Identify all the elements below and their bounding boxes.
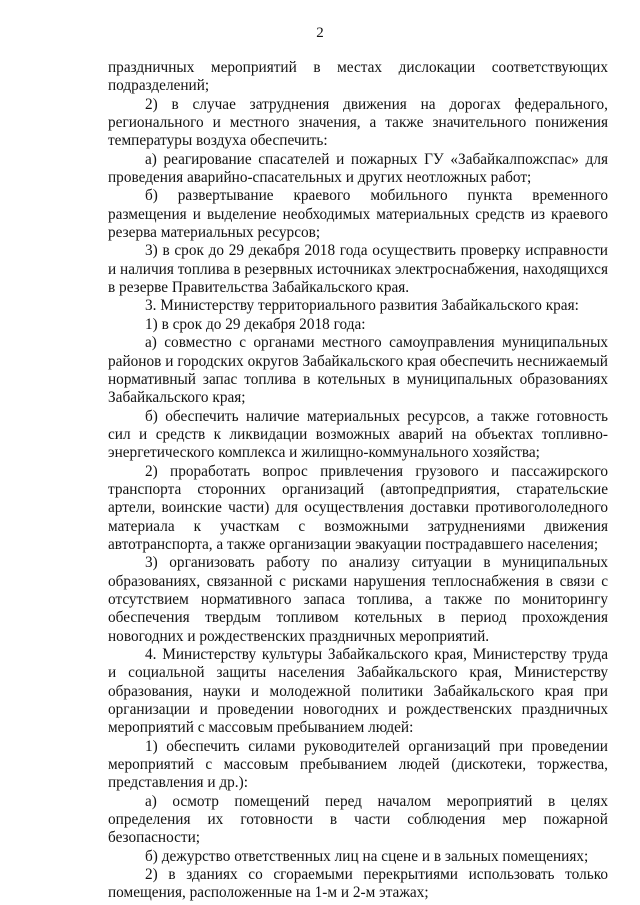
paragraph: 4. Министерству культуры Забайкальского края, Министерству труда и социальной защиты населения Забайкальского края, Министерству образования, науки и молодежной политики Забайкальского края при организации и проведении новогодних и рождественских праздничных мероприятий с массовым пребыванием людей: (108, 646, 608, 737)
paragraph: 2) проработать вопрос привлечения грузового и пассажирского транспорта сторонних организаций (автопредприятия, старательские артели, воинские части) для осуществления доставки противогололедного материала к участкам с возможными затруднениями движения автотранспорта, а также организации эвакуации пострадавшего населения; (108, 462, 608, 553)
paragraph: 2) в зданиях со сгораемыми перекрытиями использовать только помещения, расположенные на 1-м и 2-м этажах; (108, 866, 608, 902)
paragraph: б) развертывание краевого мобильного пункта временного размещения и выделение необходимых материальных средств из краевого резерва материальных ресурсов; (108, 187, 608, 242)
paragraph: 3. Министерству территориального развития Забайкальского края: (145, 297, 579, 315)
paragraph: 1) в срок до 29 декабря 2018 года: (145, 315, 366, 333)
paragraph: б) дежурство ответственных лиц на сцене и в зальных помещениях; (145, 847, 589, 865)
paragraph: 1) обеспечить силами руководителей организаций при проведении мероприятий с массовым пребыванием людей (дискотеки, торжества, представления и др.): (108, 737, 608, 792)
paragraph: а) реагирование спасателей и пожарных ГУ «Забайкалпожспас» для проведения аварийно-спасательных и других неотложных работ; (108, 150, 608, 187)
paragraph: а) совместно с органами местного самоуправления муниципальных районов и городских округов Забайкальского края обеспечить неснижаемый нормативный запас топлива в котельных в муниципальных образованиях Забайкальского края; (108, 334, 608, 407)
document-body (108, 59, 608, 903)
paragraph: 3) в срок до 29 декабря 2018 года осуществить проверку исправности и наличия топлива в резервных источниках электроснабжения, находящихся в резерве Правительства Забайкальского края. (108, 242, 608, 297)
paragraph: 2) в случае затруднения движения на дорогах федерального, регионального и местного значения, а также значительного понижения температуры воздуха обеспечить: (108, 95, 608, 150)
paragraph: б) обеспечить наличие материальных ресурсов, а также готовность сил и средств к ликвидации возможных аварий на объектах топливно-энергетического комплекса и жилищно-коммунального хозяйства; (108, 407, 608, 462)
paragraph: а) осмотр помещений перед началом мероприятий в целях определения их готовности в части соблюдения мер пожарной безопасности; (108, 792, 608, 847)
paragraph: 3) организовать работу по анализу ситуации в муниципальных образованиях, связанной с рисками нарушения теплоснабжения в связи с отсутствием нормативного запаса топлива, а также по мониторингу обеспечения твердым топливом котельных в период прохождения новогодних и рождественских праздничных мероприятий. (108, 554, 608, 645)
paragraph: праздничных мероприятий в местах дислокации соответствующих подразделений; (108, 59, 608, 95)
page-number: 2 (316, 25, 324, 41)
